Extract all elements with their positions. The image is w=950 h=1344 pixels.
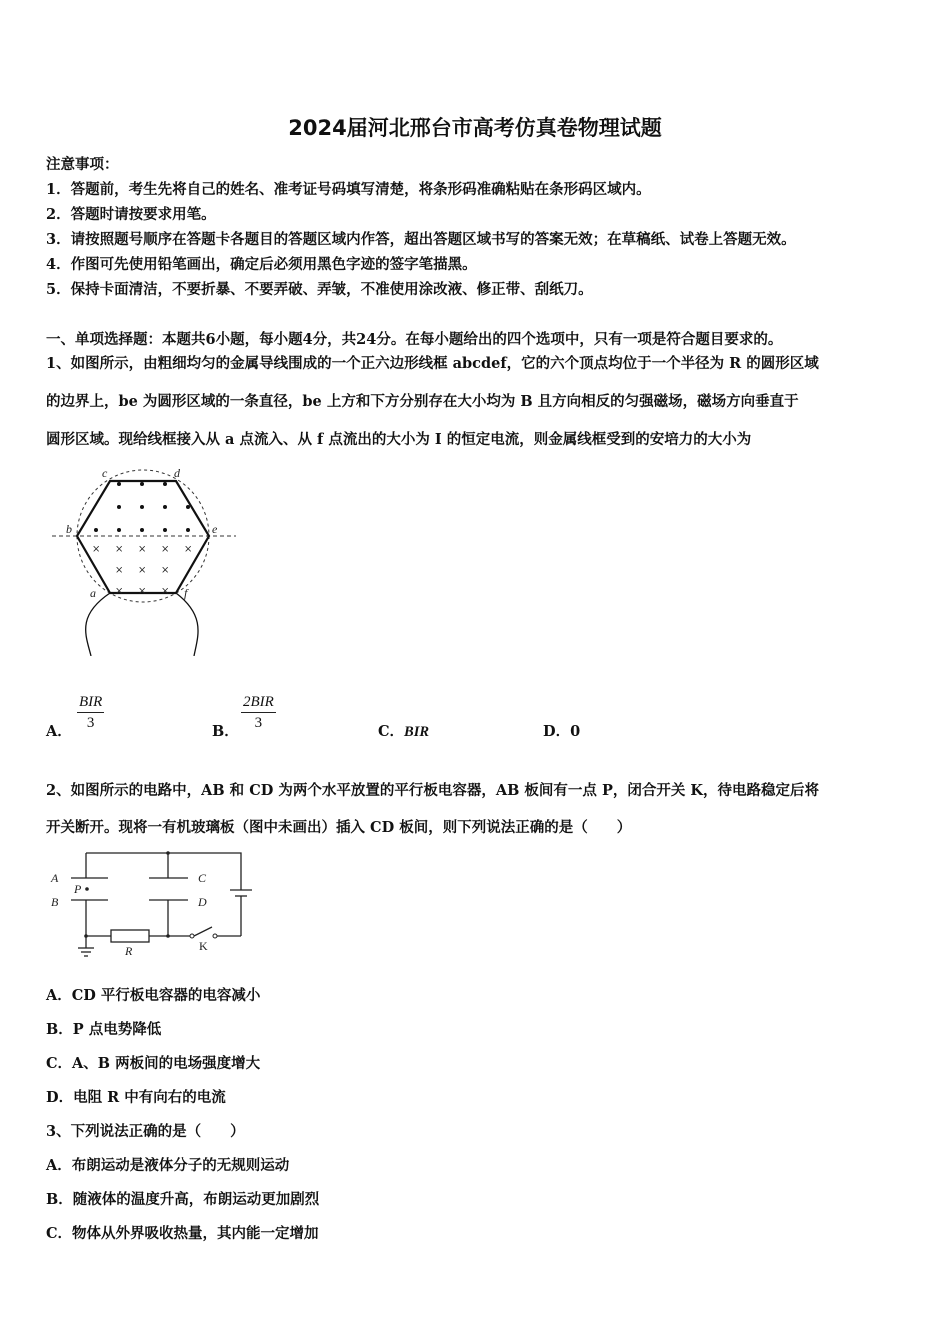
q3-option: C．物体从外界吸收热量，其内能一定增加 <box>46 1225 319 1242</box>
q1-option-a-label: A． <box>46 723 72 740</box>
q1-figure-hexagon <box>46 466 246 656</box>
hex-label-a: a <box>90 586 96 600</box>
q1-option-c-value: BIR <box>404 724 430 740</box>
note-item: 2．答题时请按要求用笔。 <box>46 206 216 223</box>
q2-option: C．A、B 两板间的电场强度增大 <box>46 1055 261 1072</box>
q2-option: D．电阻 R 中有向右的电流 <box>46 1089 226 1106</box>
svg-text:×: × <box>161 586 170 597</box>
hex-label-e: e <box>212 522 218 536</box>
fraction-denominator: 3 <box>254 715 263 731</box>
q1-stem-line: 1、如图所示，由粗细均匀的金属导线围成的一个正六边形线框 abcdef，它的六个顶点均位于一个半径为 R 的圆形区域 <box>46 355 819 372</box>
q1-option-c <box>378 720 429 741</box>
circuit-label-k: K <box>199 939 208 953</box>
q1-option-b-fraction <box>241 692 276 733</box>
fraction-numerator: 2BIR <box>241 692 276 713</box>
q1-option-a-fraction <box>77 692 104 733</box>
q1-option-d-value: 0 <box>570 723 581 740</box>
circuit-label-a: A <box>51 871 59 885</box>
svg-text:×: × <box>92 544 101 555</box>
circuit-label-d: D <box>198 895 207 909</box>
q1-stem-line: 圆形区域。现给线框接入从 a 点流入、从 f 点流出的大小为 I 的恒定电流，则金属线框受到的安培力的大小为 <box>46 431 752 448</box>
q1-stem-line: 的边界上，be 为圆形区域的一条直径，be 上方和下方分别存在大小均为 B 且方向相反的匀强磁场，磁场方向垂直于 <box>46 393 799 410</box>
q3-option: A．布朗运动是液体分子的无规则运动 <box>46 1157 290 1174</box>
svg-text:×: × <box>184 544 193 555</box>
hex-label-f: f <box>184 586 188 600</box>
note-item: 1．答题前，考生先将自己的姓名、准考证号码填写清楚，将条形码准确粘贴在条形码区域内。 <box>46 181 651 198</box>
q2-figure-circuit <box>46 848 266 963</box>
circuit-label-c: C <box>198 871 207 885</box>
q1-option-d <box>543 720 580 741</box>
svg-text:×: × <box>161 544 170 555</box>
circuit-label-r: R <box>125 944 133 958</box>
note-item: 4．作图可先使用铅笔画出，确定后必须用黑色字迹的签字笔描黑。 <box>46 256 477 273</box>
note-item: 3．请按照题号顺序在答题卡各题目的答题区域内作答，超出答题区域书写的答案无效；在草稿纸、试卷上答题无效。 <box>46 231 796 248</box>
section-heading: 一、单项选择题：本题共6小题，每小题4分，共24分。在每小题给出的四个选项中，只有一项是符合题目要求的。 <box>46 331 783 348</box>
q3-option: B．随液体的温度升高，布朗运动更加剧烈 <box>46 1191 320 1208</box>
q3-stem: 3、下列说法正确的是（ ） <box>46 1123 245 1140</box>
svg-text:×: × <box>138 544 147 555</box>
q1-option-c-label: C． <box>378 723 405 740</box>
notes-heading: 注意事项： <box>46 156 119 173</box>
q1-option-d-label: D． <box>543 723 571 740</box>
svg-text:×: × <box>161 565 170 576</box>
svg-text:×: × <box>115 586 124 597</box>
q2-option: A．CD 平行板电容器的电容减小 <box>46 987 261 1004</box>
q1-option-b-label: B． <box>212 723 239 740</box>
fraction-denominator: 3 <box>86 715 95 731</box>
hex-label-b: b <box>66 522 72 536</box>
circuit-label-b: B <box>51 895 59 909</box>
circuit-label-p: P <box>74 882 82 896</box>
note-item: 5．保持卡面清洁，不要折暴、不要弄破、弄皱，不准使用涂改液、修正带、刮纸刀。 <box>46 281 593 298</box>
svg-text:×: × <box>138 586 147 597</box>
q2-stem-line: 2、如图所示的电路中，AB 和 CD 为两个水平放置的平行板电容器，AB 板间有一点 P，闭合开关 K，待电路稳定后将 <box>46 782 820 799</box>
svg-text:×: × <box>115 544 124 555</box>
hex-label-c: c <box>102 466 108 480</box>
q2-stem-line: 开关断开。现将一有机玻璃板（图中未画出）插入 CD 板间，则下列说法正确的是（ ） <box>46 819 632 836</box>
svg-text:×: × <box>115 565 124 576</box>
svg-text:×: × <box>138 565 147 576</box>
q2-option: B．P 点电势降低 <box>46 1021 162 1038</box>
page-title: 2024届河北邢台市高考仿真卷物理试题 <box>288 116 662 140</box>
fraction-numerator: BIR <box>77 692 104 713</box>
hex-label-d: d <box>174 466 180 480</box>
